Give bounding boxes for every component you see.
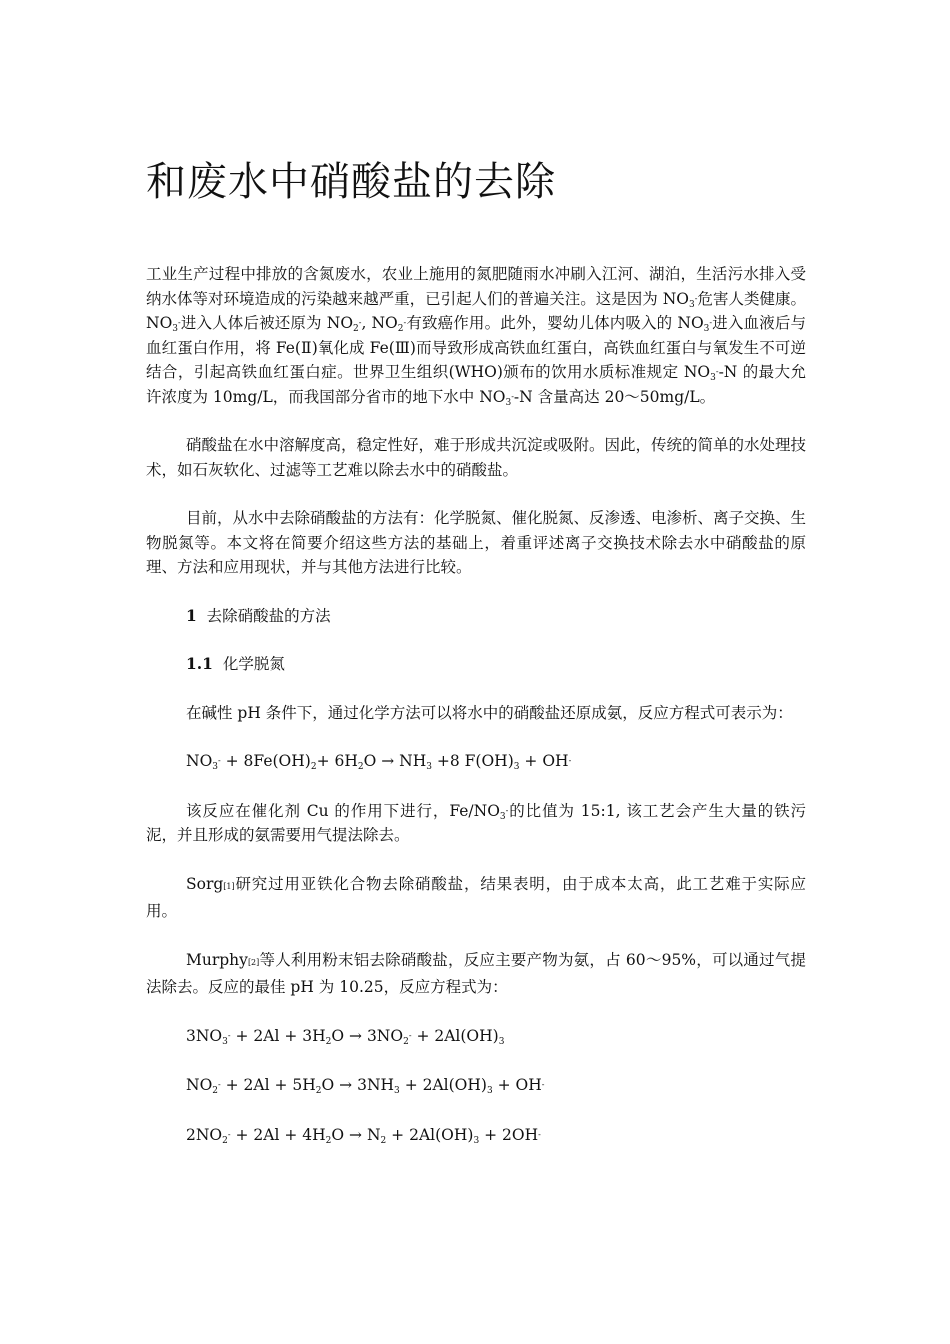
section-heading-1-1: 1.1 化学脱氮 <box>186 654 285 673</box>
page-title: 和废水中硝酸盐的去除 <box>146 159 556 205</box>
section-heading-1: 1 去除硝酸盐的方法 <box>186 605 331 625</box>
intro-paragraph: 工业生产过程中排放的含氮废水，农业上施用的氮肥随雨水冲刷入江河、湖泊，生活污水排入受纳水体等对环境造成的污染越来越严重，已引起人们的普遍关注。这是因为 $NO_3^-$危害人类健康。$NO_3^-$进入人体后被还原为 $NO_2^-$, $NO_2^-$有致癌作用。此外，婴幼儿体内吸入的 $NO_3^-$进入血液后与血红蛋白作用，将 Fe(Ⅱ)氧化成 Fe(Ⅲ)而导致形成高铁血红蛋白，高铁血红蛋白与氧发生不可逆结合，引起高铁血红蛋白症。世界卫生组织(WHO)颁布的饮用水质标准规定 $NO_3^--N$ 的最大允许浓度为 10mg/L，而我国部分省市的地下水中 $NO_3^--N$ 含量高达 20～50mg/L。 <box>146 265 806 408</box>
equation-iron: $NO_3^- + 8Fe(OH)_2+ 6H_2O \to NH_3 +8$ $F(OH)_3 + OH^-$ <box>186 752 572 772</box>
methods-overview-paragraph: 目前，从水中去除硝酸盐的方法有：化学脱氮、催化脱氮、反渗透、电渗析、离子交换、生物脱氮等。本文将在简要介绍这些方法的基础上，着重评述离子交换技术除去水中硝酸盐的原理、方法和应用现状，并与其他方法进行比较。 <box>146 509 807 576</box>
equation-aluminum-3: $2NO_2^- + 2Al + 4H_2O \to N_2 + 2Al(OH)_3 + 2OH^-$ <box>186 1125 541 1146</box>
equation-aluminum-1: $3NO_3^- + 2Al + 3H_2O \to 3NO_2^- + 2Al(OH)_3$ <box>186 1026 505 1047</box>
citation-ref: [2] <box>247 957 260 967</box>
chemical-denitrification-paragraph: 在碱性 pH 条件下，通过化学方法可以将水中的硝酸盐还原成氨，反应方程式可表示为： <box>186 703 793 722</box>
document-body <box>146 262 806 1172</box>
catalyst-paragraph: 该反应在催化剂 Cu 的作用下进行，$Fe/NO_3^-$的比值为 15:1, 该工艺会产生大量的铁污泥，并且形成的氨需要用气提法除去。 <box>146 801 806 844</box>
murphy-paragraph: Murphy[2]等人利用粉末铝去除硝酸盐，反应主要产物为氨，占 60～95%，可以通过气提法除去。反应的最佳 pH 为 10.25，反应方程式为： <box>146 950 806 996</box>
sorg-paragraph: Sorg[1]研究过用亚铁化合物去除硝酸盐，结果表明，由于成本太高，此工艺难于实际应用。 <box>146 874 806 920</box>
equation-aluminum-2: $NO_2^- + 2Al + 5H_2O \to 3NH_3 + 2Al(OH)_3 + OH^-$ <box>186 1076 545 1096</box>
solubility-paragraph: 硝酸盐在水中溶解度高，稳定性好，难于形成共沉淀或吸附。因此，传统的简单的水处理技术，如石灰软化、过滤等工艺难以除去水中的硝酸盐。 <box>146 436 807 479</box>
citation-ref: [1] <box>223 881 235 891</box>
